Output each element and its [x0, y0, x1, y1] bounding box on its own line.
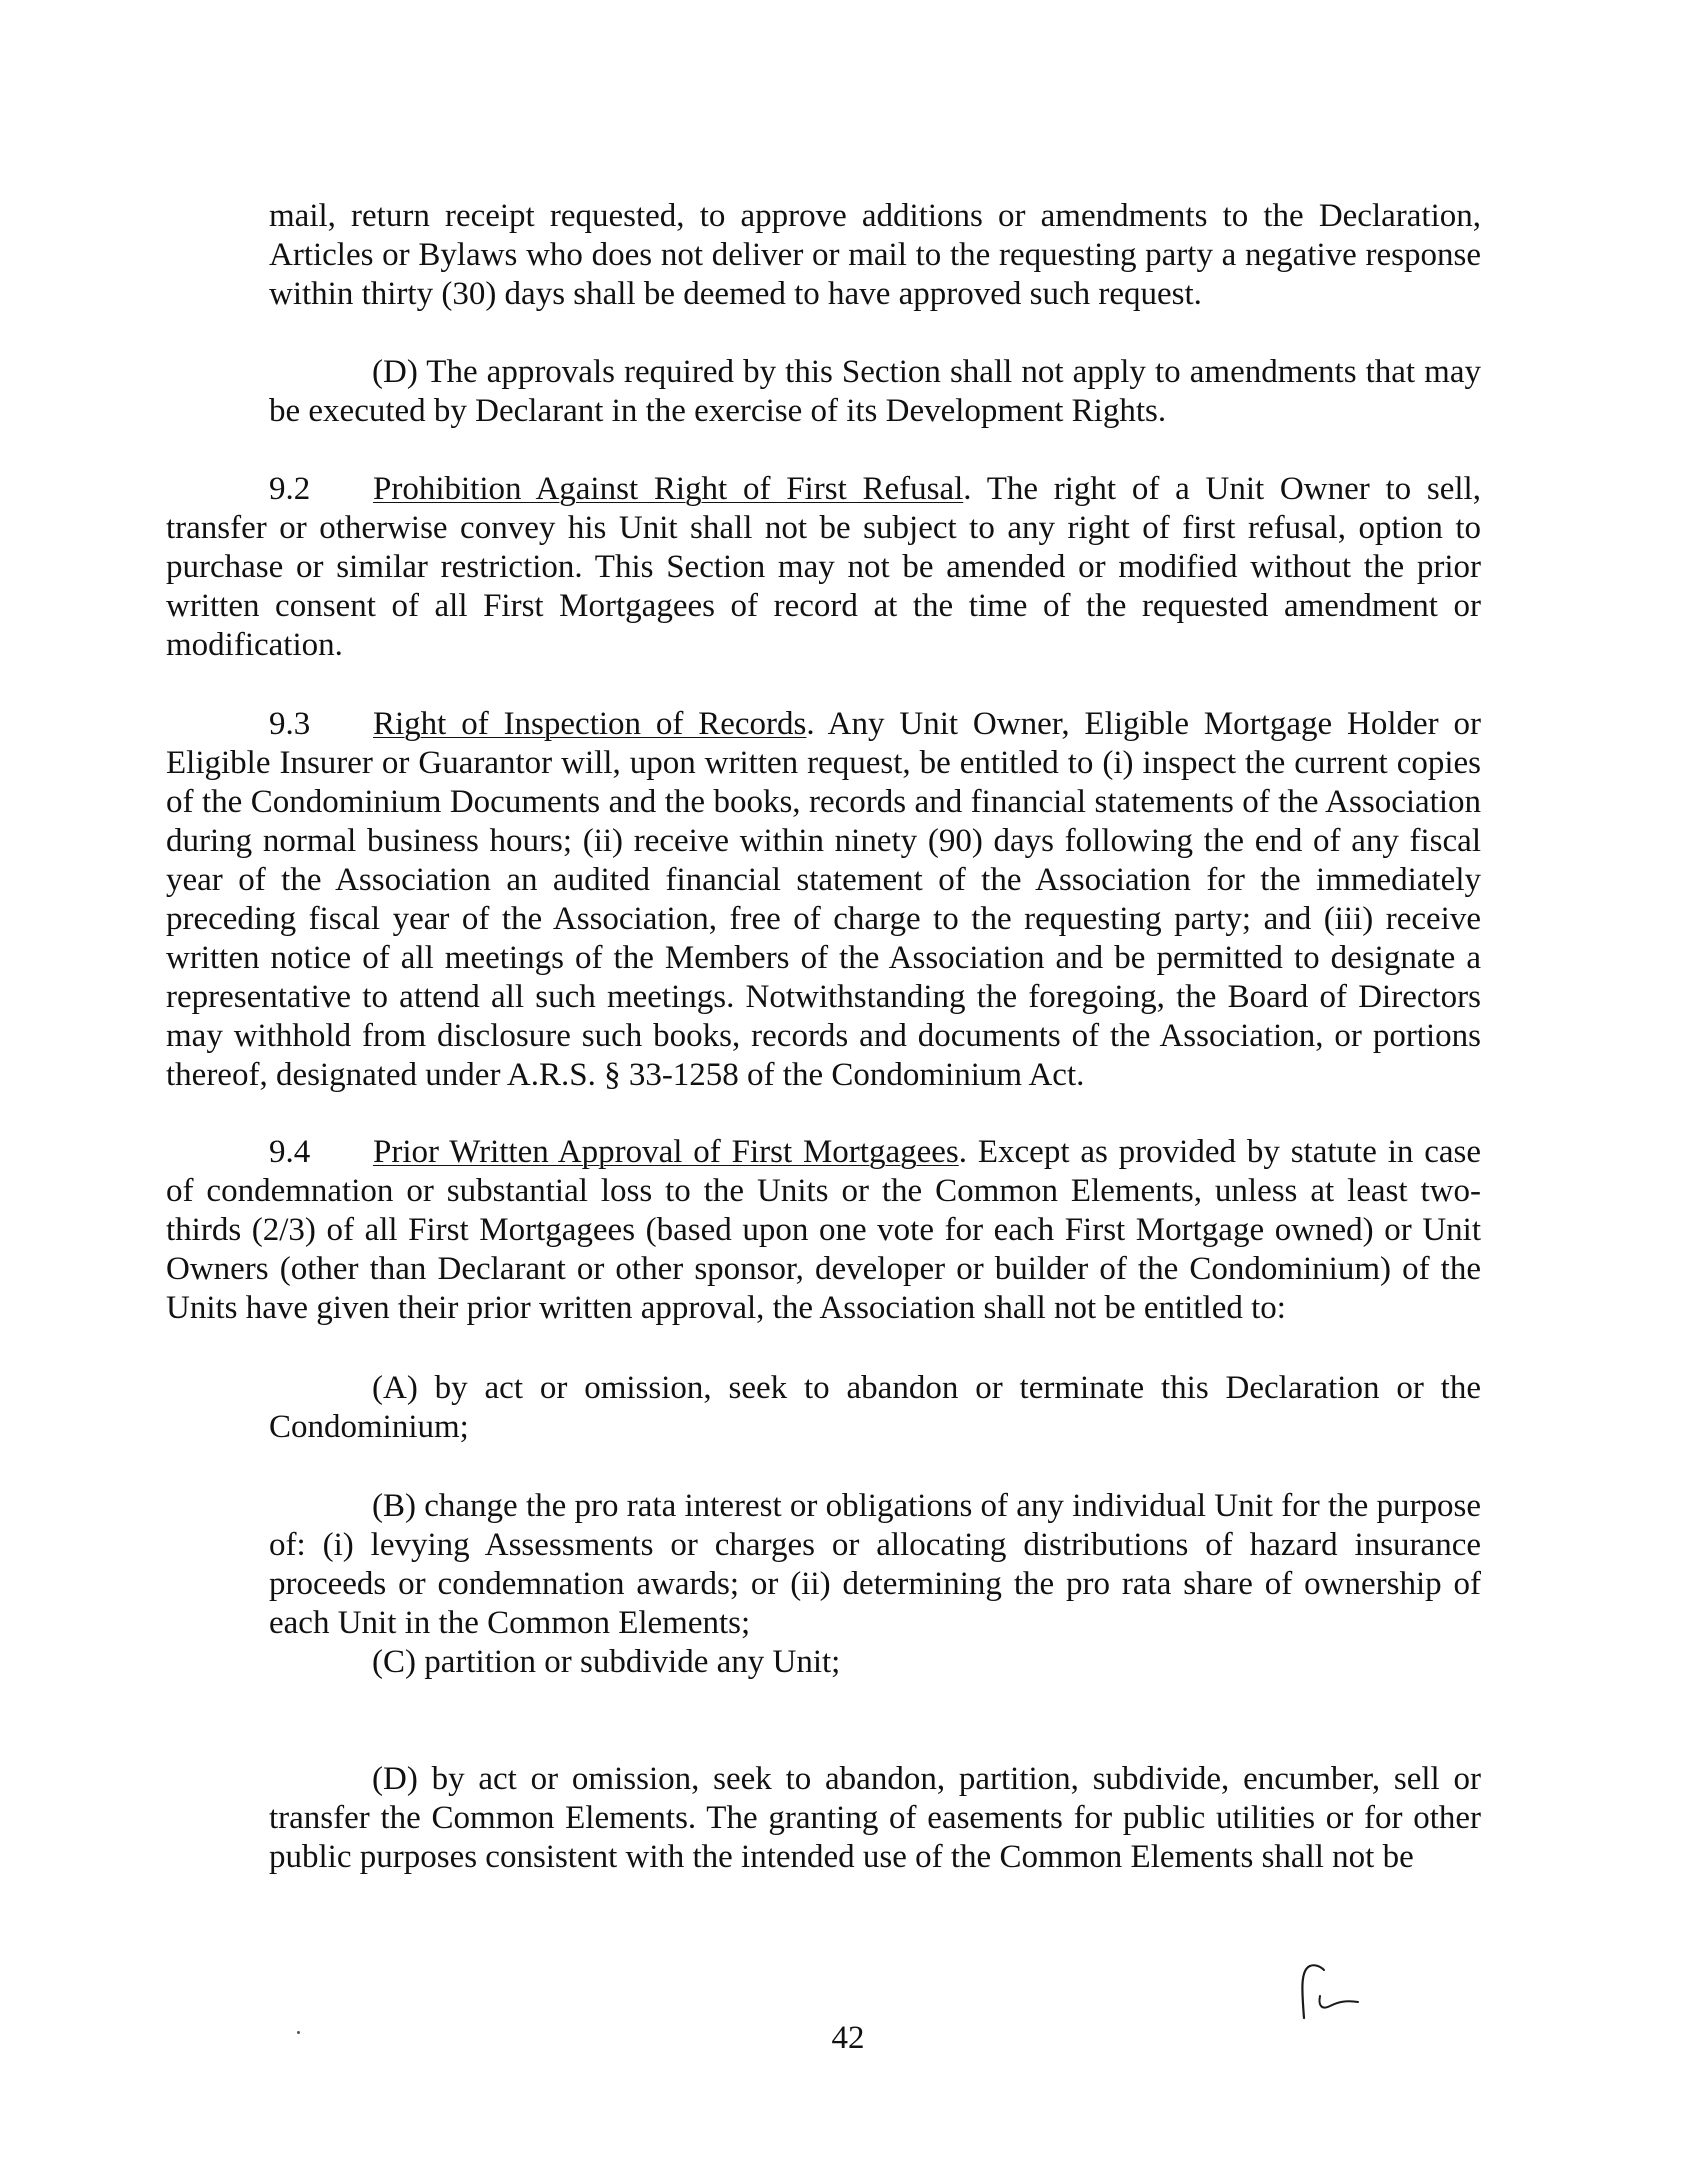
- list-item-a: (A) by act or omission, seek to abandon or terminate this Declaration or the Condominium;: [269, 1370, 1481, 1445]
- list-item-d: (D) by act or omission, seek to abandon, partition, subdivide, encumber, sell or transfer the Common Elements. The granting of easements for public utilities or for other public purposes consistent with the intended use of the Common Elements shall not be: [269, 1761, 1481, 1875]
- section-9-2: [166, 470, 1481, 665]
- list-item-c: (C) partition or subdivide any Unit;: [372, 1644, 841, 1680]
- list-item-b: (B) change the pro rata interest or obligations of any individual Unit for the purpose of: (i) levying Assessments or charges or allocating distributions of hazard insurance proceeds or condemnation awards; or (ii) determining the pro rata share of ownership of each Unit in the Common Elements;: [269, 1488, 1481, 1641]
- paragraph-item-d-approvals: (D) The approvals required by this Section shall not apply to amendments that may be executed by Declarant in the exercise of its Development Rights.: [269, 354, 1481, 429]
- section-9-4-number: 9.4: [269, 1134, 311, 1170]
- page-number: 42: [831, 2020, 865, 2056]
- section-9-2-number: 9.2: [269, 471, 311, 507]
- section-9-3-number: 9.3: [269, 706, 311, 742]
- section-9-4-title: Prior Written Approval of First Mortgagees: [373, 1134, 959, 1170]
- section-9-3: [166, 705, 1481, 1095]
- section-9-4-body: . Except as provided by statute in case of condemnation or substantial loss to the Units or the Common Elements, unless at least two-thirds (2/3) of all First Mortgagees (based upon one vote for each First Mortgage owned) or Unit Owners (other than Declarant or other sponsor, developer or builder of the Condominium) of the Units have given their prior written approval, the Association shall not be entitled to:: [166, 1134, 1482, 1326]
- handwritten-initials-icon: [1298, 1962, 1370, 2020]
- section-9-3-body: . Any Unit Owner, Eligible Mortgage Holder or Eligible Insurer or Guarantor will, upon written request, be entitled to (i) inspect the current copies of the Condominium Documents and the books, records and financial statements of the Association during normal business hours; (ii) receive within ninety (90) days following the end of any fiscal year of the Association an audited financial statement of the Association for the immediately preceding fiscal year of the Association, free of charge to the requesting party; and (iii) receive written notice of all meetings of the Members of the Association and be permitted to designate a representative to attend all such meetings. Notwithstanding the foregoing, the Board of Directors may withhold from disclosure such books, records and documents of the Association, or portions thereof, designated under A.R.S. § 33-1258 of the Condominium Act.: [166, 706, 1481, 1093]
- paragraph-continuation: mail, return receipt requested, to approve additions or amendments to the Declaration, Articles or Bylaws who does not deliver or mail to the requesting party a negative response within thirty (30) days shall be deemed to have approved such request.: [269, 198, 1481, 312]
- scan-speck: [297, 2031, 300, 2034]
- section-9-2-title: Prohibition Against Right of First Refusal: [373, 471, 964, 507]
- section-9-3-title: Right of Inspection of Records: [373, 706, 807, 742]
- section-9-2-body: . The right of a Unit Owner to sell, transfer or otherwise convey his Unit shall not be subject to any right of first refusal, option to purchase or similar restriction. This Section may not be amended or modified without the prior written consent of all First Mortgagees of record at the time of the requested amendment or modification.: [166, 471, 1481, 663]
- section-9-4: [166, 1133, 1481, 1328]
